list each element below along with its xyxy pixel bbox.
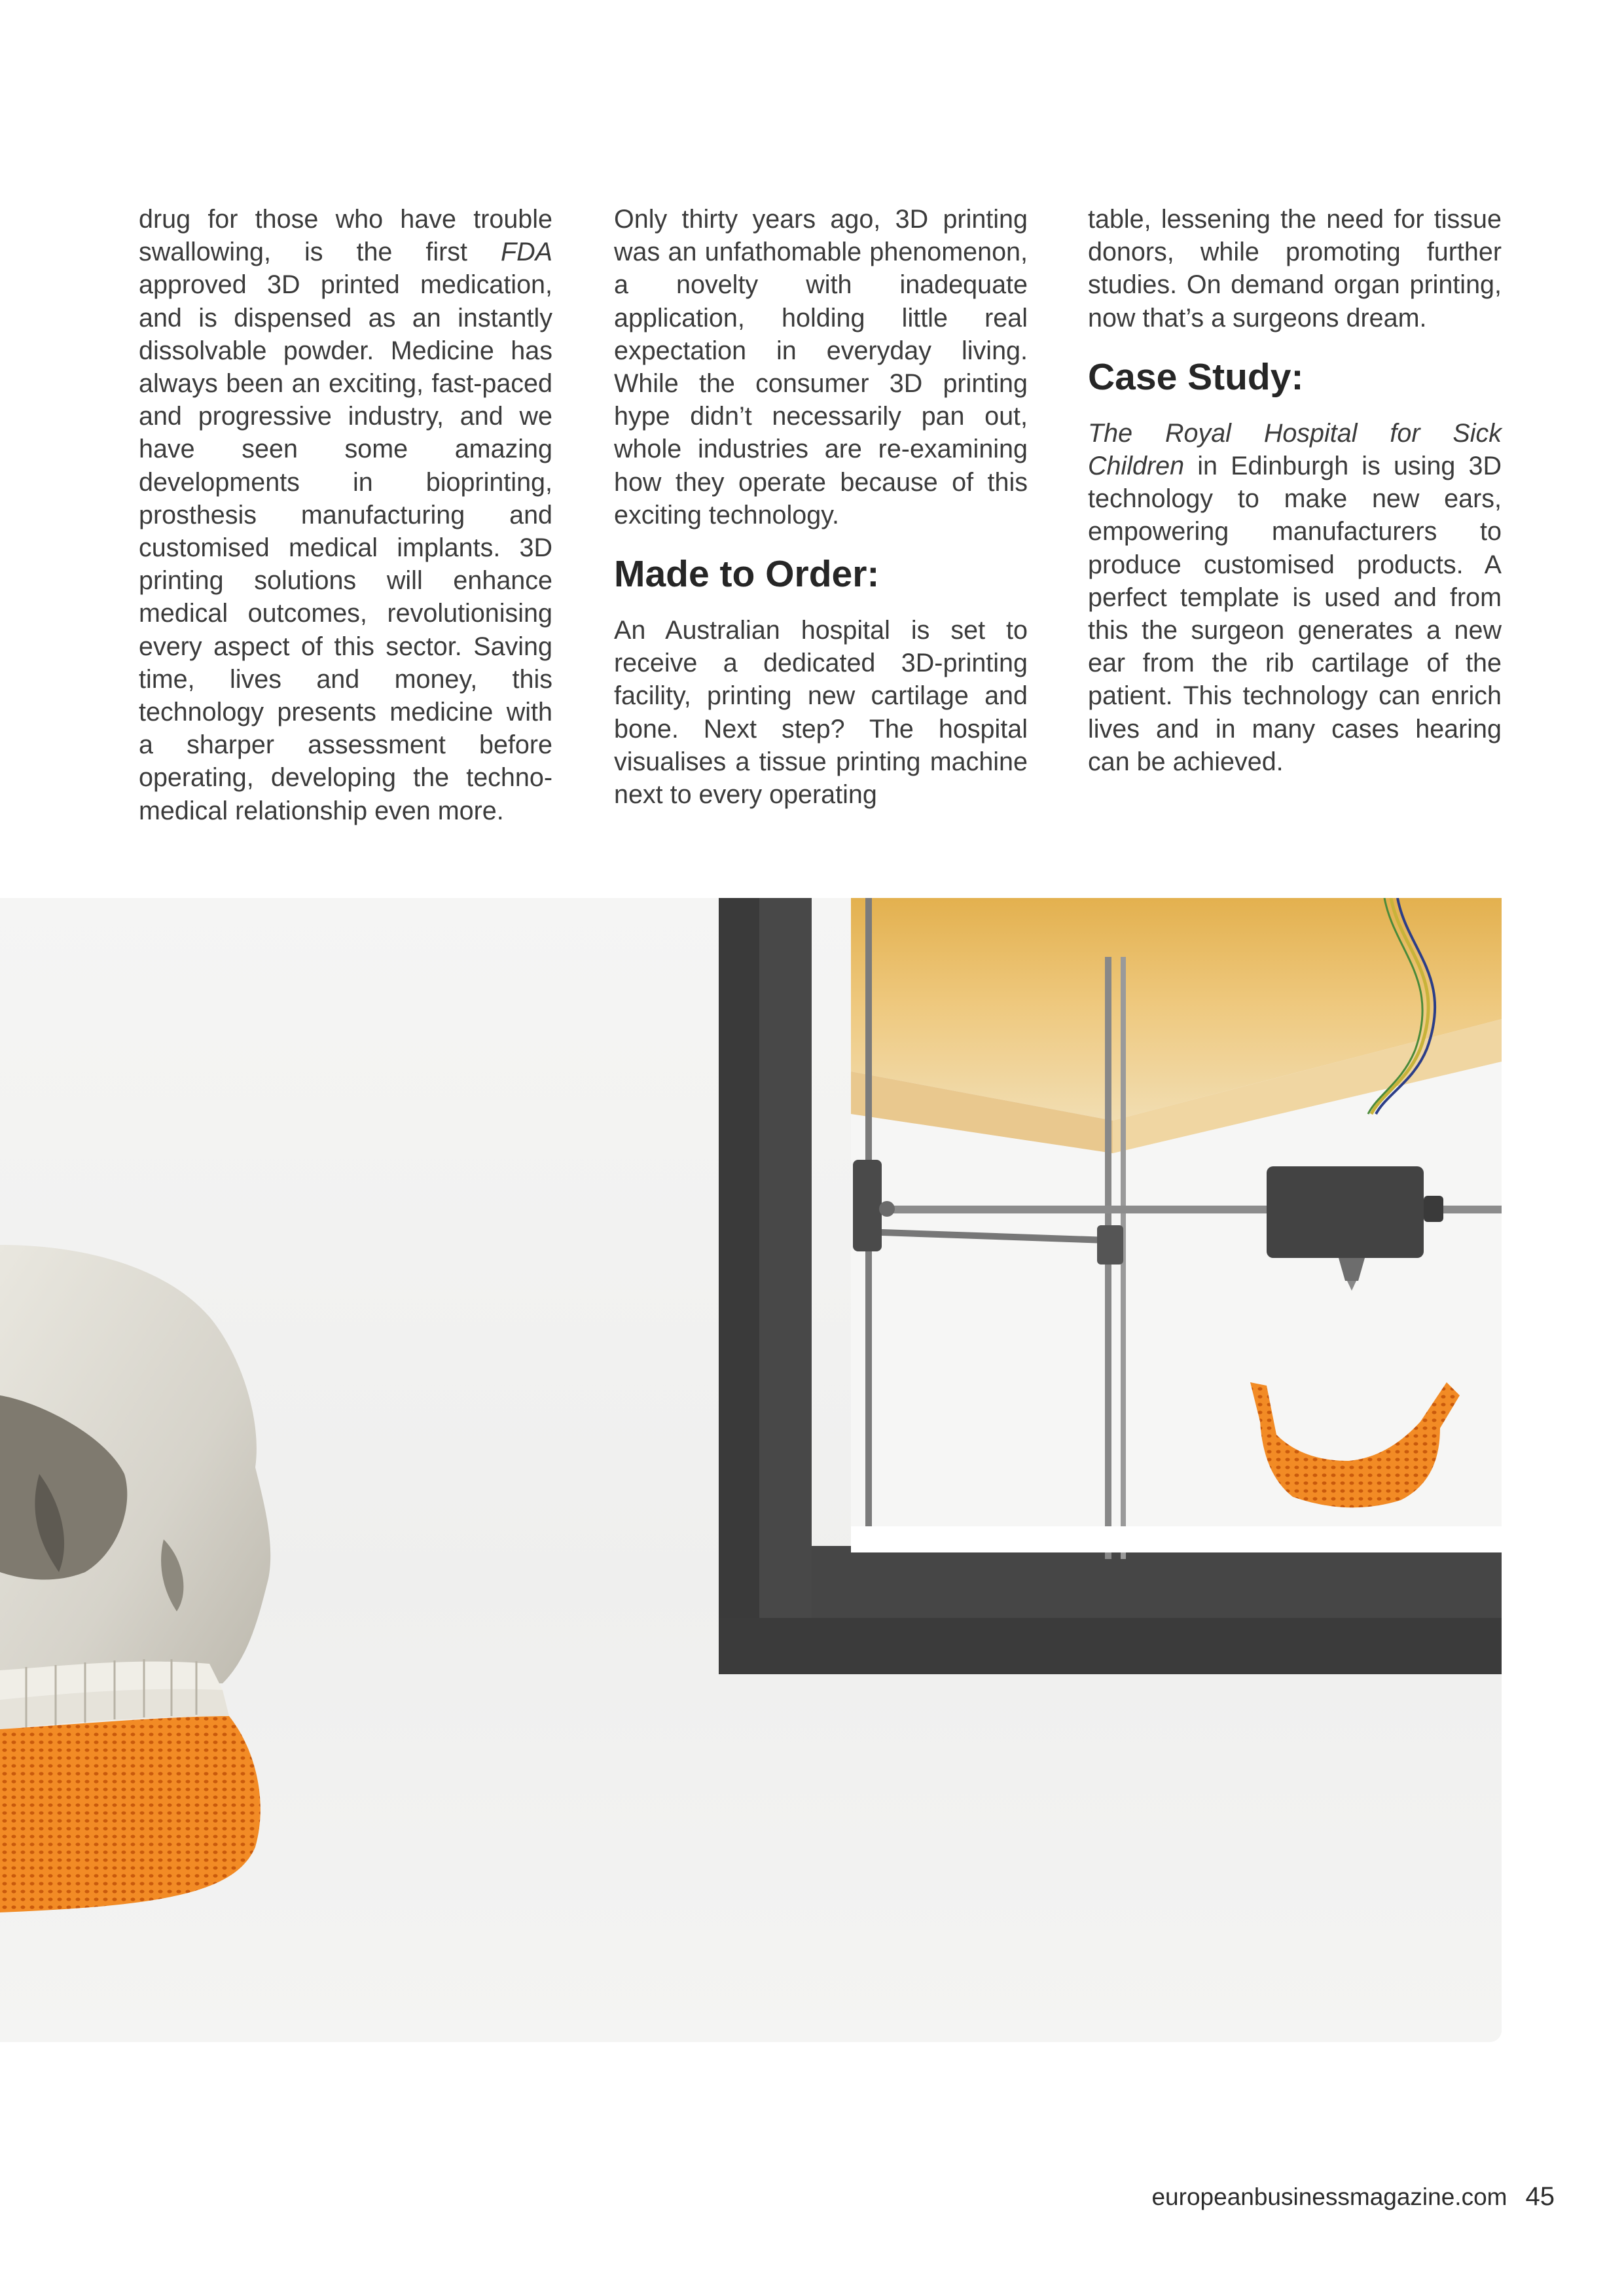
printer-skull-photo <box>0 898 1502 2042</box>
page-number: 45 <box>1525 2182 1555 2211</box>
text-run: drug for those who have trouble swallowing, is the first <box>139 205 552 267</box>
article-column-2 <box>614 203 1028 811</box>
article-column-3 <box>1088 203 1502 778</box>
printer-skull-illustration <box>0 898 1502 2042</box>
footer-site-url[interactable]: europeanbusinessmagazine.com <box>1151 2183 1507 2210</box>
text-run-italic: The Royal Hospital for Sick Children <box>1088 418 1502 481</box>
paragraph: table, lessening the need for tissue donors, while promoting further studies. On demand organ printing, now that’s a surgeons dream. <box>1088 205 1502 332</box>
text-run: approved 3D printed medication, and is dispensed as an instantly dissolvable powder. Medicine has always been an exciting, fast-paced and progressive industry, and we have seen some amazing developments in bioprinting, prosthesis manufacturing and customised medical implants. 3D printing solutions will enhance medical outcomes, revolutionising every aspect of this sector. Saving time, lives and money, this technology presents medicine with a sharper assessment before operating, developing the techno-medical relationship even more. <box>139 270 552 825</box>
page-footer <box>1151 2182 1555 2212</box>
section-heading-made-to-order: Made to Order: <box>614 553 880 596</box>
article-column-1 <box>139 203 552 827</box>
paragraph <box>139 203 552 827</box>
text-run: in Edinburgh is using 3D technology to make new ears, empowering manufacturers to produce customised products. A perfect template is used and from this the surgeon generates a new ear from the rib cartilage of the patient. This technology can enrich lives and in many cases hearing can be achieved. <box>1088 452 1502 776</box>
paragraph: An Australian hospital is set to receive a dedicated 3D-printing facility, printing new cartilage and bone. Next step? The hospital visualises a tissue printing machine next to every operating <box>614 616 1028 810</box>
text-run-italic: FDA <box>501 238 552 267</box>
section-heading-case-study: Case Study: <box>1088 355 1304 398</box>
paragraph <box>1088 417 1502 778</box>
paragraph: Only thirty years ago, 3D printing was an unfathomable phenomenon, a novelty with inadequate application, holding little real expectation in everyday living. While the consumer 3D printing hype didn’t necessarily pan out, whole industries are re-examining how they operate because of this exciting technology. <box>614 205 1028 529</box>
